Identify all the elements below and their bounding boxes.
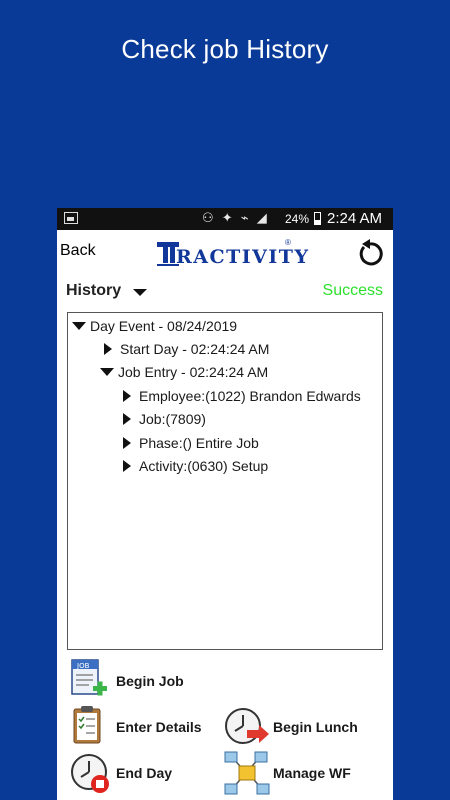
end-day-label: End Day [116,765,173,781]
collapsed-arrow-icon [123,413,131,425]
collapsed-arrow-icon [123,437,131,449]
tree-node-label: Employee:(1022) Brandon Edwards [139,388,361,404]
expanded-arrow-icon [100,368,114,376]
begin-job-label: Begin Job [116,673,184,689]
tree-node-activity[interactable] [123,458,268,474]
begin-lunch-button[interactable] [223,704,388,748]
tree-node-phase[interactable] [123,435,259,451]
tree-node-job-entry[interactable] [100,364,268,380]
back-button[interactable]: Back [60,242,96,259]
tree-node-label: Activity:(0630) Setup [139,458,269,474]
collapsed-arrow-icon [104,343,112,355]
status-bar [57,208,393,230]
workflow-icon [223,750,271,796]
status-text: Success [322,282,383,299]
history-row [57,278,393,302]
clock: 2:24 AM [327,210,383,227]
battery-percent: 24% [285,212,310,226]
begin-lunch-label: Begin Lunch [273,719,358,735]
gallery-icon [64,212,78,224]
app-bar [57,230,393,276]
collapsed-arrow-icon [123,460,131,472]
tree-node-label: Job:(7809) [139,411,206,427]
end-day-button[interactable] [69,750,209,796]
tree-node-label: Job Entry - 02:24:24 AM [118,364,269,380]
battery-icon [314,212,321,225]
tree-node-label: Phase:() Entire Job [139,435,259,451]
tree-node-label: Day Event - 08/24/2019 [90,318,238,334]
expanded-arrow-icon [72,322,86,330]
logo-text: RACTIVITY [176,246,310,268]
clock-stop-icon [69,750,113,796]
phone-screen [57,208,393,800]
job-document-icon [69,658,111,702]
history-dropdown[interactable]: History [66,282,122,299]
logo-registered-mark: ® [285,238,291,247]
signal-wifi-icons: ⚇ ✦ ⌁ ◢ [202,211,269,226]
tree-node-start-day[interactable] [104,341,269,357]
manage-wf-label: Manage WF [273,765,351,781]
tree-node-day-event[interactable] [72,318,237,334]
history-tree [67,312,383,650]
enter-details-button[interactable] [69,704,209,748]
tree-node-job[interactable] [123,411,206,427]
enter-details-label: Enter Details [116,719,202,735]
tree-node-label: Start Day - 02:24:24 AM [120,341,270,357]
clipboard-icon [69,704,111,748]
refresh-icon[interactable] [355,238,385,268]
manage-wf-button[interactable] [223,750,388,796]
clock-arrow-icon [223,704,271,748]
tree-node-employee[interactable] [123,388,361,404]
begin-job-button[interactable] [69,658,209,702]
collapsed-arrow-icon [123,390,131,402]
svg-text:JOB: JOB [77,662,90,670]
promo-title: Check job History [121,34,329,64]
dropdown-caret-icon[interactable] [133,289,147,296]
